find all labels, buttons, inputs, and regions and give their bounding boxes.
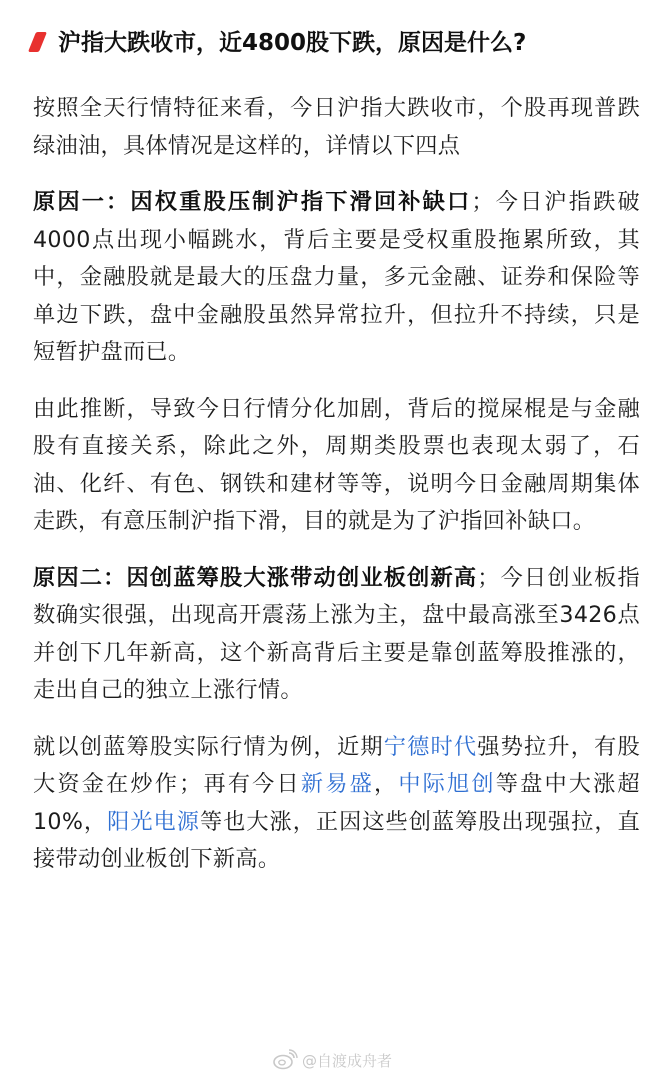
paragraph-text: ；今日创业板指数确实很强，出现高开震荡上涨为主，盘中最高涨至3426点并创下几年新高，这个新高背后主要是靠创蓝筹股推涨的，走出自己的独立上涨行情。 — [33, 564, 641, 703]
paragraph-text: ；今日沪指跌破4000点出现小幅跳水，背后主要是受权重股拖累所致，其中，金融股就是最大的压盘力量，多元金融、证券和保险等单边下跌，盘中金融股虽然异常拉升，但拉升不持续，只是短暂护盘而已。 — [33, 189, 640, 365]
stock-link-ningde[interactable]: 宁德时代 — [383, 733, 478, 760]
stock-link-yangguang[interactable]: 阳光电源 — [107, 808, 200, 835]
paragraph-text: 强势拉升，有股大资金在炒作；再有今日 — [33, 733, 641, 797]
watermark-text: @自渡成舟者 — [302, 1051, 393, 1070]
paragraph-text: 按照全天行情特征来看，今日沪指大跌收市，个股再现普跌绿油油，具体情况是这样的，详情以下四点 — [33, 95, 640, 159]
reason-two-heading: 原因二：因创蓝筹股大涨带动创业板创新高 — [33, 564, 478, 591]
paragraph-text: 等也大涨，正因这些创蓝筹股出现强拉，直接带动创业板创下新高。 — [33, 808, 641, 872]
paragraph-reason-one — [33, 184, 640, 372]
title-accent-mark — [28, 32, 47, 52]
paragraph-examples — [33, 729, 640, 879]
article-title-row — [0, 26, 670, 62]
paragraph-text: 由此推断，导致今日行情分化加剧，背后的搅屎棍是与金融股有直接关系，除此之外，周期类股票也表现太弱了，石油、化纤、有色、钢铁和建材等等，说明今日金融周期集体走跌，有意压制沪指下滑，目的就是为了沪指回补缺口。 — [33, 395, 640, 534]
paragraph-analysis — [33, 391, 640, 541]
stock-link-xinyisheng[interactable]: 新易盛 — [300, 771, 374, 797]
reason-one-heading: 原因一：因权重股压制沪指下滑回补缺口 — [33, 189, 472, 215]
article-title: 沪指大跌收市，近4800股下跌，原因是什么? — [58, 30, 527, 56]
article-body — [33, 90, 640, 898]
weibo-watermark — [272, 1047, 392, 1073]
paragraph-reason-two — [33, 560, 640, 710]
paragraph-intro — [33, 90, 640, 165]
paragraph-text: ， — [373, 771, 399, 797]
stock-link-zhongjixuchuang[interactable]: 中际旭创 — [398, 771, 496, 797]
weibo-logo-icon — [272, 1049, 298, 1071]
paragraph-text: 等盘中大涨超10%， — [33, 771, 640, 835]
paragraph-text: 就以创蓝筹股实际行情为例，近期 — [33, 733, 384, 760]
